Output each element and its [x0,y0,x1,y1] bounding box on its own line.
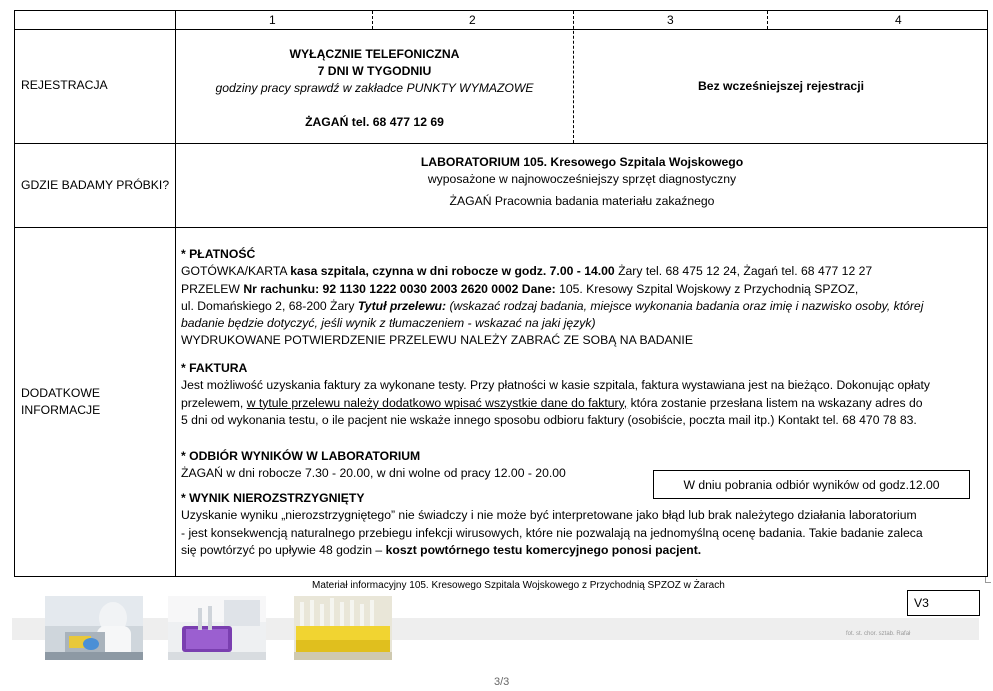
registration-no-booking: Bez wcześniejszej rejestracji [698,79,864,93]
col-divider-2-3 [573,11,574,143]
same-day-pickup-box: W dniu pobrania odbiór wyników od godz.12.00 [653,470,970,499]
row-divider-2 [15,227,987,228]
page-corner-mark [985,577,991,583]
pipette-rack-image [168,596,266,660]
results-pickup-section [181,448,566,483]
row-divider-1 [15,143,987,144]
registration-phone-block [176,46,573,131]
row-label-rejestracja: REJESTRACJA [21,78,108,92]
info-table [14,10,988,577]
column-number-1: 1 [269,13,276,27]
lab-technician-image [45,596,143,660]
registration-line-3: godziny pracy sprawdź w zakładce PUNKTY WYMAZOWE [215,81,534,95]
row-label-dodatkowe-line-2: INFORMACJE [21,403,101,417]
row-label-dodatkowe-line-1: DODATKOWE [21,386,100,400]
registration-phone: ŻAGAŃ tel. 68 477 12 69 [305,115,444,129]
footer-band [12,618,979,640]
test-tubes-photo [294,596,392,660]
row-label-gdzie-badamy: GDZIE BADAMY PRÓBKI? [21,178,170,192]
payment-title-line: ul. Domańskiego 2, 68-200 Żary Tytuł przelewu: (wskazać rodzaj badania, miejsce wykonania badania oraz imię i nazwisko osoby, której [181,298,924,313]
pipette-rack-photo [168,596,266,660]
inconclusive-line-3: się powtórzyć po upływie 48 godzin – koszt powtórnego testu komercyjnego ponosi pacjent. [181,542,702,557]
invoice-line-1: Jest możliwość uzyskania faktury za wykonane testy. Przy płatności w kasie szpitala, faktura wystawiana jest na bieżąco. Dokonując opłaty [181,378,930,393]
column-number-2: 2 [469,13,476,27]
photo-credit: fot. st. chor. sztab. Rafał [846,631,911,637]
header-row-divider [15,29,987,30]
results-pickup-heading: * ODBIÓR WYNIKÓW W LABORATORIUM [181,449,421,463]
payment-cash-line: GOTÓWKA/KARTA kasa szpitala, czynna w dni robocze w godz. 7.00 - 14.00 Żary tel. 68 475 12 24, Żagań tel. 68 477 12 27 [181,264,873,279]
row-label-dodatkowe [21,385,100,419]
inconclusive-line-1: Uzyskanie wyniku „nierozstrzygniętego” nie świadczy i nie może być interpretowane jako błąd lub brak należytego działania laboratorium [181,508,917,523]
laboratory-block [176,154,988,210]
registration-line-1: WYŁĄCZNIE TELEFONICZNA [289,47,460,61]
column-number-3: 3 [667,13,674,27]
registration-line-2: 7 DNI W TYGODNIU [317,64,432,78]
invoice-heading: * FAKTURA [181,361,248,375]
payment-transfer-line: PRZELEW Nr rachunku: 92 1130 1222 0030 2003 2620 0002 Dane: 105. Kresowy Szpital Wojskowy z Przychodnią SPZOZ, [181,281,859,296]
version-box: V3 [907,590,980,616]
col-divider-1-2 [372,11,373,29]
column-number-4: 4 [895,13,902,27]
invoice-line-3: 5 dni od wykonania testu, o ile pacjent nie wskaże innego sposobu odbioru faktury (osobiście, poczta mail itp.) Kontakt tel. 68 470 78 83. [181,412,917,427]
page-number: 3/3 [494,676,510,688]
laboratory-location: ŻAGAŃ Pracownia badania materiału zakaźnego [449,194,715,208]
payment-confirmation: WYDRUKOWANE POTWIERDZENIE PRZELEWU NALEŻY ZABRAĆ ZE SOBĄ NA BADANIE [181,333,693,348]
inconclusive-result-section [181,490,923,559]
test-tubes-image [294,596,392,660]
payment-heading: * PŁATNOŚĆ [181,247,256,261]
invoice-line-2: przelewem, w tytule przelewu należy dodatkowo wpisać wszystkie dane do faktury, która zostanie przesłana listem na wskazany adres do [181,395,923,410]
laboratory-name: LABORATORIUM 105. Kresowego Szpitala Wojskowego [420,155,744,169]
inconclusive-line-2: - jest konsekwencją naturalnego przebiegu infekcji wirusowych, które nie pozwalają na jednomyślną ocenę badania. Takie badanie zaleca [181,525,923,540]
payment-title-line-2: badanie będzie dotyczyć, jeśli wynik z tłumaczeniem - wskazać na jaki język) [181,316,596,331]
payment-section [181,246,923,350]
invoice-section [181,360,930,429]
inconclusive-heading: * WYNIK NIEROZSTRZYGNIĘTY [181,491,365,505]
col-divider-3-4 [767,11,768,29]
lab-technician-photo [45,596,143,660]
results-pickup-hours: ŻAGAŃ w dni robocze 7.30 - 20.00, w dni wolne od pracy 12.00 - 20.00 [181,466,566,481]
footer-note: Materiał informacyjny 105. Kresowego Szpitala Wojskowego z Przychodnią SPZOZ w Żarach [312,580,725,591]
laboratory-equipment: wyposażone w najnowocześniejszy sprzęt diagnostyczny [427,172,737,186]
